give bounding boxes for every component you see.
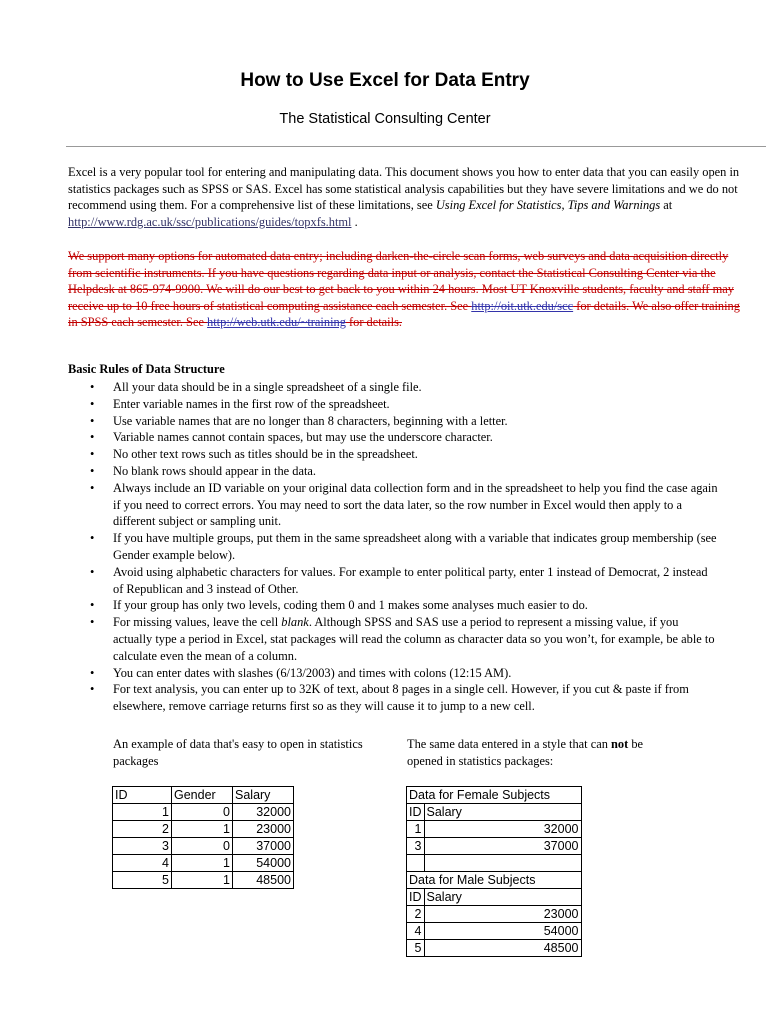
rule-list-item [90, 530, 720, 564]
male-title-cell: Data for Male Subjects [407, 872, 582, 889]
intro-text-3: . [351, 214, 358, 229]
cell-gender: 1 [172, 872, 233, 889]
bullet-icon: • [90, 380, 95, 394]
bullet-icon: • [90, 447, 95, 462]
rule-list-item [90, 429, 720, 446]
cell-salary: 37000 [233, 838, 294, 855]
bullet-icon: • [90, 564, 95, 579]
bullet-icon: • [90, 531, 95, 546]
support-paragraph-struck [68, 248, 744, 331]
table-row [407, 906, 582, 923]
cell-id: 1 [113, 804, 172, 821]
cell-id: 1 [407, 821, 425, 838]
rule-text: All your data should be in a single spreadsheet of a single file. [113, 380, 422, 394]
cell-salary: 32000 [424, 821, 581, 838]
cell-gender: 0 [172, 804, 233, 821]
cell-salary: 32000 [233, 804, 294, 821]
female-title-row [407, 787, 582, 804]
rule-text: Variable names cannot contain spaces, but may use the underscore character. [113, 430, 493, 445]
cell-salary: 54000 [424, 923, 581, 940]
male-header-row [407, 889, 582, 906]
table-row [407, 940, 582, 957]
bullet-icon: • [90, 598, 95, 613]
cell-salary: 54000 [233, 855, 294, 872]
divider [66, 146, 766, 147]
page-subtitle: The Statistical Consulting Center [279, 111, 491, 127]
support-text-1: We support many options for automated data entry; including darken-the-circle scan forms, web surveys and data acquisition directly from scientific instruments. If you have questions regarding data input or analysis, contact the Statistical Consulting Center via the Helpdesk at 865-974-9900. We will do our best to get back to you within 24 hours. Most UT Knoxville students, faculty and staff may receive up to 10 free hours of statistical computing assistance each semester. See [68, 249, 734, 313]
female-header-salary: Salary [424, 804, 581, 821]
table-row [113, 872, 294, 889]
blank-cell [407, 855, 425, 872]
intro-text-1: Excel is a very popular tool for entering and manipulating data. This document shows you how to enter data that you can easily open in statistics packages such as SPSS or SAS. Excel has some statistical analysis capabilities but they have severe limitations and we do not recommend using them. For a comprehensive list of these limitations, see [68, 165, 740, 213]
bullet-icon: • [90, 682, 95, 697]
cell-id: 2 [113, 821, 172, 838]
good-data-table [112, 786, 294, 889]
rule-list-item [90, 379, 720, 396]
cell-gender: 1 [172, 821, 233, 838]
rule-text: No other text rows such as titles should be in the spreadsheet. [113, 447, 418, 462]
bullet-icon: • [90, 396, 95, 411]
header-salary: Salary [233, 787, 294, 804]
female-header-id: ID [407, 804, 425, 821]
rule-list-item [90, 463, 720, 480]
cell-salary: 23000 [424, 906, 581, 923]
blank-cell [424, 855, 581, 872]
male-header-salary: Salary [424, 889, 581, 906]
bad-caption-bold: not [611, 737, 629, 751]
cell-id: 4 [407, 923, 425, 940]
rule-text: If your group has only two levels, coding them 0 and 1 makes some analyses much easier to do. [113, 598, 588, 613]
cell-salary: 23000 [233, 821, 294, 838]
rule-text: For text analysis, you can enter up to 32K of text, about 8 pages in a single cell. However, if you cut & paste if from elsewhere, remove carriage returns first so as they will cause it to jump to a new cell. [113, 682, 689, 714]
bullet-icon: • [90, 430, 95, 445]
blank-row [407, 855, 582, 872]
cell-id: 2 [407, 906, 425, 923]
intro-text-2: at [660, 198, 673, 213]
table-row [407, 923, 582, 940]
page-title: How to Use Excel for Data Entry [240, 70, 530, 91]
rule-text: You can enter dates with slashes (6/13/2003) and times with colons (12:15 AM). [113, 665, 512, 680]
cell-salary: 48500 [424, 940, 581, 957]
cell-salary: 48500 [233, 872, 294, 889]
training-link[interactable]: http://web.utk.edu/~training [207, 315, 346, 330]
bad-example-caption [407, 736, 677, 769]
bullet-icon: • [90, 480, 95, 495]
header-gender: Gender [172, 787, 233, 804]
bullet-icon: • [90, 413, 95, 428]
cell-id: 5 [407, 940, 425, 957]
rule-list-item [90, 564, 720, 598]
rule-list-item [90, 413, 720, 430]
header-id: ID [113, 787, 172, 804]
female-title-cell: Data for Female Subjects [407, 787, 582, 804]
cell-gender: 0 [172, 838, 233, 855]
missing-rule-text-a: For missing values, leave the cell [113, 615, 282, 630]
table-row [113, 821, 294, 838]
support-text-3: for details. [345, 315, 402, 330]
female-header-row [407, 804, 582, 821]
cell-id: 3 [113, 838, 172, 855]
intro-italic-title: Using Excel for Statistics, Tips and Warnings [435, 198, 661, 213]
support-text-2: for details. We also offer training in SPSS each semester. See [68, 298, 740, 330]
male-header-id: ID [407, 889, 425, 906]
scc-link[interactable]: http://oit.utk.edu/scc [471, 298, 574, 313]
rule-text: No blank rows should appear in the data. [113, 463, 317, 478]
table-row [113, 804, 294, 821]
rule-text: Avoid using alphabetic characters for values. For example to enter political party, enter 1 instead of Democrat, 2 instead of Republican and 3 instead of Other. [113, 564, 708, 596]
bad-caption-text-b: be opened in statistics packages: [407, 737, 644, 768]
cell-id: 4 [113, 855, 172, 872]
cell-id: 3 [407, 838, 425, 855]
bullet-icon: • [90, 615, 95, 630]
bullet-icon: • [90, 665, 95, 680]
table-row [113, 838, 294, 855]
rule-list-item [90, 681, 720, 715]
limitations-link[interactable]: http://www.rdg.ac.uk/ssc/publications/guides/topxfs.html [68, 214, 352, 229]
bad-data-table [406, 786, 582, 957]
rule-text: Always include an ID variable on your original data collection form and in the spreadsheet to help you find the case again if you need to correct errors. You may need to sort the data later, so the row number in Excel would then apply to a different subject or sampling unit. [113, 480, 718, 529]
male-title-row [407, 872, 582, 889]
missing-rule-text-b: . Although SPSS and SAS use a period to represent a missing value, if you actually type a period in Excel, stat packages will read the column as character data so you won’t, for example, be able to calculate even the mean of a column. [113, 615, 715, 663]
cell-id: 5 [113, 872, 172, 889]
cell-salary: 37000 [424, 838, 581, 855]
bullet-icon: • [90, 463, 95, 478]
intro-paragraph [68, 164, 744, 230]
rule-list-item [90, 665, 720, 682]
rule-list-item [90, 446, 720, 463]
rule-list-item [90, 597, 720, 614]
rule-list-item [90, 614, 720, 664]
table-row [113, 855, 294, 872]
rule-list-item [90, 396, 720, 413]
good-example-caption: An example of data that's easy to open in statistics packages [113, 737, 363, 768]
table-row [407, 838, 582, 855]
missing-rule-italic: blank [281, 615, 309, 630]
rules-list [90, 379, 720, 715]
rule-text: If you have multiple groups, put them in the same spreadsheet along with a variable that indicates group membership (see Gender example below). [113, 531, 717, 562]
rule-text: Enter variable names in the first row of the spreadsheet. [113, 396, 390, 411]
rules-heading: Basic Rules of Data Structure [68, 362, 225, 376]
table-header-row [113, 787, 294, 804]
bad-caption-text-a: The same data entered in a style that can [407, 737, 612, 751]
table-row [407, 821, 582, 838]
cell-gender: 1 [172, 855, 233, 872]
rule-list-item [90, 480, 720, 530]
rule-text: Use variable names that are no longer than 8 characters, beginning with a letter. [113, 413, 508, 428]
